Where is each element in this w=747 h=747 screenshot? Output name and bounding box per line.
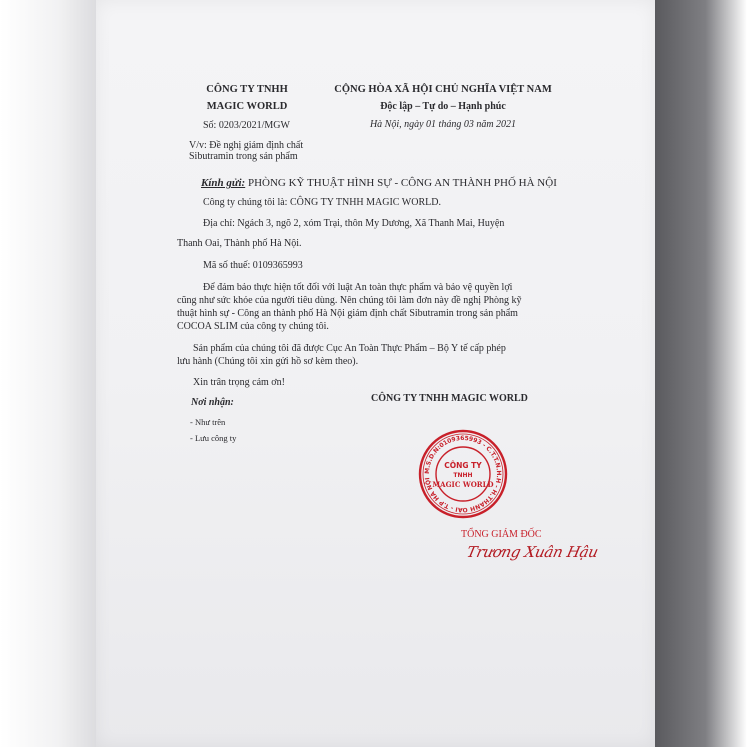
background-left: [0, 0, 96, 747]
seal-center-line2: TNHH: [453, 472, 473, 479]
signing-company: CÔNG TY TNHH MAGIC WORLD: [371, 393, 528, 404]
seal-graphic: [417, 428, 509, 520]
tax-code: Mã số thuế: 0109365993: [203, 260, 303, 271]
republic-title: CỘNG HÒA XÃ HỘI CHỦ NGHĨA VIỆT NAM: [334, 84, 552, 95]
paragraph1-line2: cũng như sức khỏe của người tiêu dùng. Nên chúng tôi làm đơn này đề nghị Phòng kỹ: [177, 295, 522, 306]
address-line1: Địa chỉ: Ngách 3, ngõ 2, xóm Trại, thôn My Dương, Xã Thanh Mai, Huyện: [203, 218, 505, 229]
recipient-item: - Như trên: [190, 417, 226, 427]
document-date: Hà Nội, ngày 01 tháng 03 năm 2021: [369, 119, 517, 130]
recipients-label: Nơi nhận:: [191, 397, 234, 408]
seal-ring-text: M.S.D.N:0109365993 - C.T.T.N.H.H - H.THANH OAI - T.P HÀ NỘI: [423, 434, 503, 514]
recipient-item: - Lưu công ty: [190, 433, 237, 443]
paragraph1-line1: Để đảm bảo thực hiện tốt đối với luật An toàn thực phẩm và bảo vệ quyền lợi: [203, 282, 513, 293]
seal-center-line1: CÔNG TY: [444, 461, 482, 470]
salutation: [201, 177, 557, 189]
paragraph1-line3: thuật hình sự - Công an thành phố Hà Nội giám định chất Sibutramin trong sản phẩm: [177, 308, 518, 319]
salutation-label: Kính gửi:: [201, 177, 246, 189]
seal-center-line3: MAGIC WORLD: [432, 480, 494, 489]
background-right: [655, 0, 747, 747]
director-signature: Trương Xuân Hậu: [465, 543, 600, 561]
document-page: [96, 0, 655, 747]
national-motto: Độc lập – Tự do – Hạnh phúc: [380, 101, 506, 112]
paragraph2-line2: lưu hành (Chúng tôi xin gửi hồ sơ kèm theo).: [177, 356, 359, 367]
address-line2: Thanh Oai, Thành phố Hà Nội.: [177, 238, 302, 249]
paragraph2-line1: Sản phẩm của chúng tôi đã được Cục An Toàn Thực Phẩm – Bộ Y tế cấp phép: [193, 343, 506, 354]
document-number: Số: 0203/2021/MGW: [203, 120, 290, 131]
closing-line: Xin trân trọng cảm ơn!: [193, 377, 285, 388]
paragraph1-line4: COCOA SLIM của công ty chúng tôi.: [177, 321, 329, 332]
director-title: TỔNG GIÁM ĐỐC: [461, 529, 542, 540]
company-name-line2: MAGIC WORLD: [206, 101, 288, 112]
salutation-recipient: PHÒNG KỸ THUẬT HÌNH SỰ - CÔNG AN THÀNH PHỐ HÀ NỘI: [245, 177, 557, 189]
company-seal: [417, 428, 509, 520]
company-name-line1: CÔNG TY TNHH: [206, 84, 288, 95]
subject-line2: Sibutramin trong sản phẩm: [189, 151, 298, 162]
company-intro: Công ty chúng tôi là: CÔNG TY TNHH MAGIC WORLD.: [203, 197, 441, 208]
subject-line1: V/v: Đề nghị giám định chất: [189, 140, 304, 151]
